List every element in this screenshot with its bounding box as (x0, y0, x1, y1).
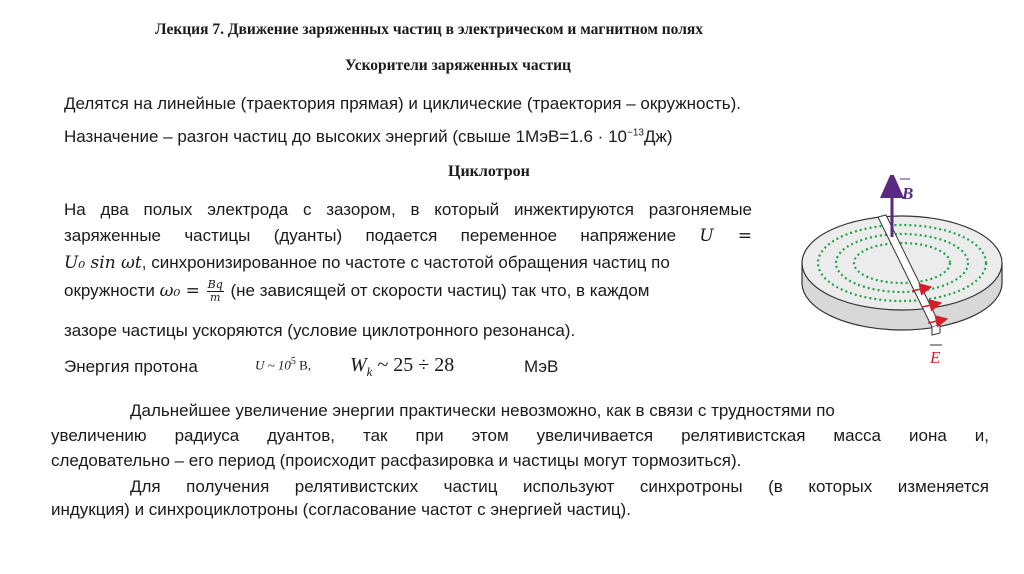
voltage-order-unit: В, (299, 357, 312, 373)
fraction-numerator: Bq (207, 278, 223, 291)
purpose-text: Назначение – разгон частиц до высоких энергий (свыше 1МэВ=1.6 · 10 (64, 127, 627, 146)
cyclotron-line-3-text: , синхронизированное по частоте с частотой обращения частиц по (141, 253, 670, 272)
voltage-symbol: U = (699, 226, 752, 246)
conclusion-p2-line2: индукция) и синхроциклотроны (согласование частот с энергией частиц). (51, 500, 631, 519)
cyclotron-line-1: На два полых электрода с зазором, в который инжектируются разгоняемые (64, 200, 752, 219)
energy-subscript: k (366, 364, 373, 379)
conclusion-p2-line1: Для получения релятивистских частиц используют синхротроны (в которых изменяется (130, 477, 989, 496)
cyclotron-line-2-text: заряженные частицы (дуанты) подается переменное напряжение (64, 226, 677, 245)
cyclotron-line-2 (64, 226, 752, 246)
cyclotron-line-3 (64, 253, 670, 273)
voltage-order (255, 356, 311, 373)
energy-formula (350, 354, 454, 380)
voltage-order-exp: 5 (290, 356, 296, 367)
e-field-label: E (930, 348, 941, 367)
purpose-exponent: −13 (626, 127, 644, 139)
omega-symbol: ω₀ = (159, 280, 200, 301)
energy-unit: МэВ (524, 357, 559, 376)
conclusion-p1-line3: следовательно – его период (происходит расфазировка и частицы могут тормозиться). (51, 451, 742, 470)
conclusion-p1-line1: Дальнейшее увеличение энергии практически невозможно, как в связи с трудностями по (130, 401, 835, 420)
purpose-unit: Дж) (643, 127, 673, 146)
cyclotron-line-5: зазоре частицы ускоряются (условие циклотронного резонанса). (64, 321, 576, 340)
conclusion-p1-line2: увеличению радиуса дуантов, так при этом увеличивается релятивистская масса иона и, (51, 426, 989, 445)
cyclotron-line-4 (64, 279, 752, 304)
energy-value: ~ 25 ÷ 28 (377, 354, 455, 376)
cyclotron-line-4-text: окружности (64, 280, 155, 300)
intro-line-purpose (64, 127, 673, 147)
energy-symbol: W (350, 354, 367, 376)
energy-label: Энергия протона (64, 357, 198, 376)
cyclotron-heading: Циклотрон (448, 163, 530, 180)
b-field-label: B (902, 184, 914, 203)
voltage-expression: U₀ sin ωt (64, 253, 142, 273)
omega-fraction (207, 279, 224, 304)
voltage-order-text: U ~ 10 (255, 357, 291, 373)
section-subtitle: Ускорители заряженных частиц (345, 57, 571, 74)
cyclotron-line-4-rest: (не зависящей от скорости частиц) так что, в каждом (230, 280, 650, 300)
intro-line-classification: Делятся на линейные (траектория прямая) и циклические (траектория – окружность). (64, 94, 741, 113)
lecture-title: Лекция 7. Движение заряженных частиц в электрическом и магнитном полях (155, 21, 704, 38)
fraction-denominator: m (209, 291, 221, 304)
cyclotron-diagram (790, 175, 1015, 375)
